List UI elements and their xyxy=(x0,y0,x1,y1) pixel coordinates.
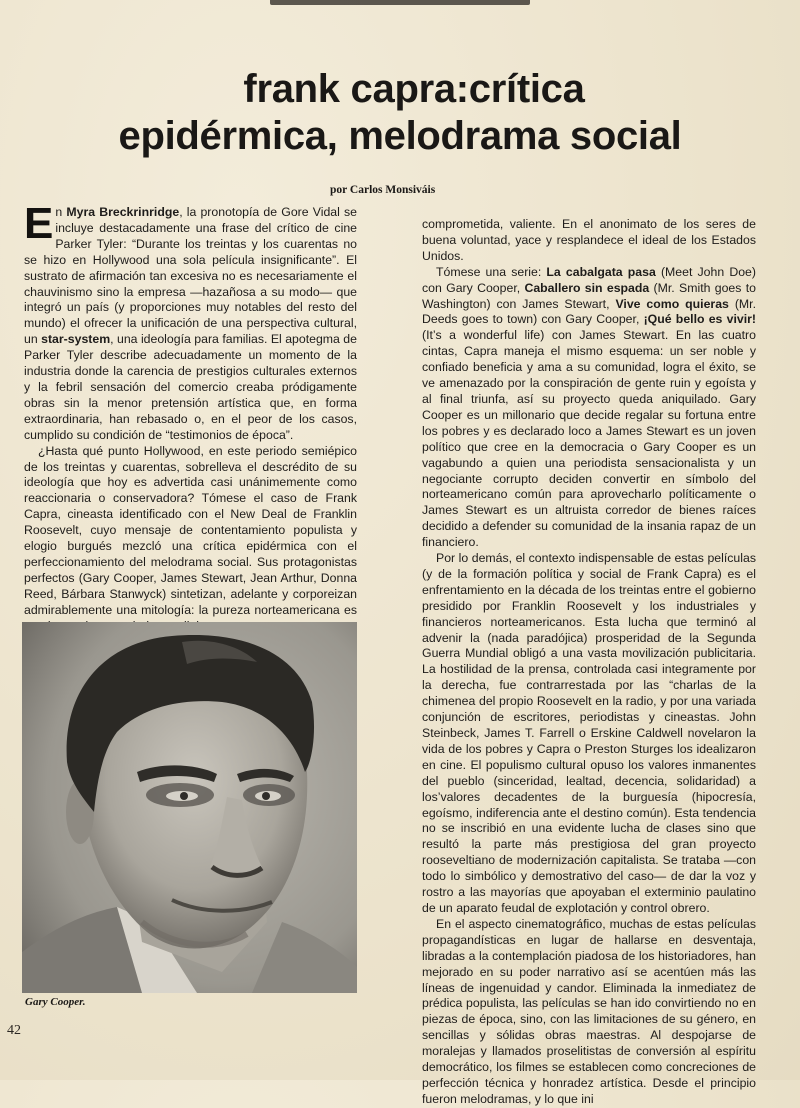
paragraph: comprometida, valiente. En el anonimato de los seres de buena voluntad, yace y resplandece el ideal de los Estados Unidos. xyxy=(422,217,756,263)
text-run: , la pronotopía de Gore Vidal se incluye destacadamente una frase del crítico de cine Parker Tyler: “Durante los treintas y los cuarentas no se hizo en Hollywood una sola película insignificante”. El sustrato de afirmación tan excesiva no es necesariamente el chauvinismo sino la empresa —hazañosa a su modo— que integró un país (y proporciones muy notables del resto del mundo) el ofrecer la unificación de una perspectiva cultural, un xyxy=(24,205,357,347)
paragraph: ¿Hasta qué punto Hollywood, en este periodo semiépico de los treintas y cuarentas, sobrelleva el descrédito de su ideología que hoy es advertida casi unánimemente como reaccionaria o conservadora? Tómese el caso de Frank Capra, cineasta identificado con el New Deal de Franklin Roosevelt, cuyo mensaje de contentamiento populista y elogio burgués mezcló una crítica epidérmica con el perfeccionamiento del melodrama social. Sus protagonistas perfectos (Gary Cooper, James Stewart, Jean Arthur, Donna Reed, Bárbara Stanwyck) sintetizan, adelante y corporeizan admirablemente una mitología: la pureza norteamericana es xyxy=(24,443,357,617)
title-line-2: epidérmica, melodrama social xyxy=(118,114,682,158)
cut-off-header-strip xyxy=(270,0,530,5)
text-run: n xyxy=(55,205,67,219)
book-title: Myra Breckrinridge xyxy=(66,205,180,219)
article-title xyxy=(0,66,800,160)
byline: por Carlos Monsiváis xyxy=(330,184,436,196)
title-line-1: frank capra:crítica xyxy=(243,67,585,111)
text-run: , una ideología para familias. El apotegma de Parker Tyler describe adecuadamente un momento de la industria donde la carencia de prestigios culturales externos y la febril sensación del comercio creaba pródigamente obras sin la menor pretensión artística que, en forma extraordinaria, han rebasado o, en el peor de los casos, cumplido su condición de “testimonios de época”. xyxy=(24,332,357,442)
paragraph xyxy=(422,265,756,551)
right-column xyxy=(422,217,756,1108)
portrait-illustration xyxy=(22,622,357,993)
paragraph: Por lo demás, el contexto indispensable de estas películas (y de la formación política y social de Frank Capra) es el enfrentamiento en la década de los treintas entre el gobierno presidido por Franklin Roosevelt y los industriales y financieros norteamericanos. Esta lucha que terminó al advenir la (nada paradójica) prosperidad de la Segunda Guerra Mundial obligó a una vasta movilización publicitaria. La hostilidad de la prensa, controlada casi integramente por la derecha, fue contrarrestada por las “charlas de la chimenea del propio Roosevelt en la radio, y por una variada conjunción de escritores, periodistas y cineastas. John Steinbeck, James T. Farrell o Erskine Caldwell novelaron la vida de los pobres y Capra o Preston Sturges los idealizaron en cine. El populismo cultural opuso los valores inmanentes del pueblo (sinceridad, lealtad, decencia, solidaridad) a los’valores decadentes de la burguesía (hipocresía, egoísmo, indiferencia ante el destino común). Esta tendencia no se inscribió en una evidente lucha de clases sino que resultó la parte más prestigiosa del gran proyecto rooseveltiano de modernización capitalista. Se trataba —con todo lo simbólico y demostrativo del caso— de dar la voz y rostro a las mayorías que apoyaban el exterminio paulatino de un aparato feudal de explotación y control obrero. xyxy=(422,551,756,915)
film-title: ¡Qué bello es vivir! xyxy=(643,312,756,327)
page-number: 42 xyxy=(7,1023,21,1038)
text-run: Tómese una serie: xyxy=(436,264,547,279)
text-run: (Mr. Deeds goes to town) con Gary Cooper, xyxy=(422,296,757,327)
text-run: (Meet John Doe) con Gary Cooper, xyxy=(422,264,756,295)
left-column xyxy=(24,199,357,634)
term-bold: star-system xyxy=(41,332,111,347)
film-title: La cabalgata pasa xyxy=(546,264,656,279)
drop-cap: E xyxy=(24,199,54,248)
text-run: (Mr. Smith goes to Washington) con James Stewart, xyxy=(422,280,756,311)
film-title: Caballero sin espada xyxy=(524,280,650,295)
portrait-photo xyxy=(22,622,357,993)
paragraph: En el aspecto cinematográfico, muchas de estas películas propagandísticas en lugar de hallarse en desventaja, libradas a la contemplación piadosa de los historiadores, han mejorado en su poder narrativo así se acentúen más las líneas de ingenuidad y candor. Eliminada la inmediatez de prédica populista, las películas se han ido convirtiendo no en piezas de época, sino, con las limitaciones de su género, en sencillas y sólidas obras maestras. Al despojarse de moralejas y llamados proselitistas de conversión al espíritu democrático, los filmes se establecen como concreciones de perfección técnica y honradez artística. Desde el principio fueron melodramas, y lo que ini xyxy=(422,916,756,1106)
photo-caption: Gary Cooper. xyxy=(25,996,86,1008)
film-title: Vive como quieras xyxy=(615,296,729,311)
paragraph xyxy=(24,199,357,444)
text-run: (It’s a wonderful life) con James Stewart. En las cuatro cintas, Capra maneja el mismo esquema: un ser noble y confiado beneficia y ama a su comunidad, logra el éxito, se ve amenazado por la conspiración de gente ruin y egoísta y al final triunfa, así su proyecto queda aniquilado. Gary Cooper es un millonario que decide regalar su fortuna entre los pobres y es declarado loco a James Stewart es un joven político que cree en la democracia o Gary Cooper es un vagabundo a quien una periodista sensacionalista y un negociante corrupto deciden convertir en símbolo del norteamericano común para aprovecharlo políticamente o James Stewart es un altruista corredor de bienes raíces decidido a defender su comunidad de la insania rapaz de un financiero. xyxy=(422,328,756,550)
